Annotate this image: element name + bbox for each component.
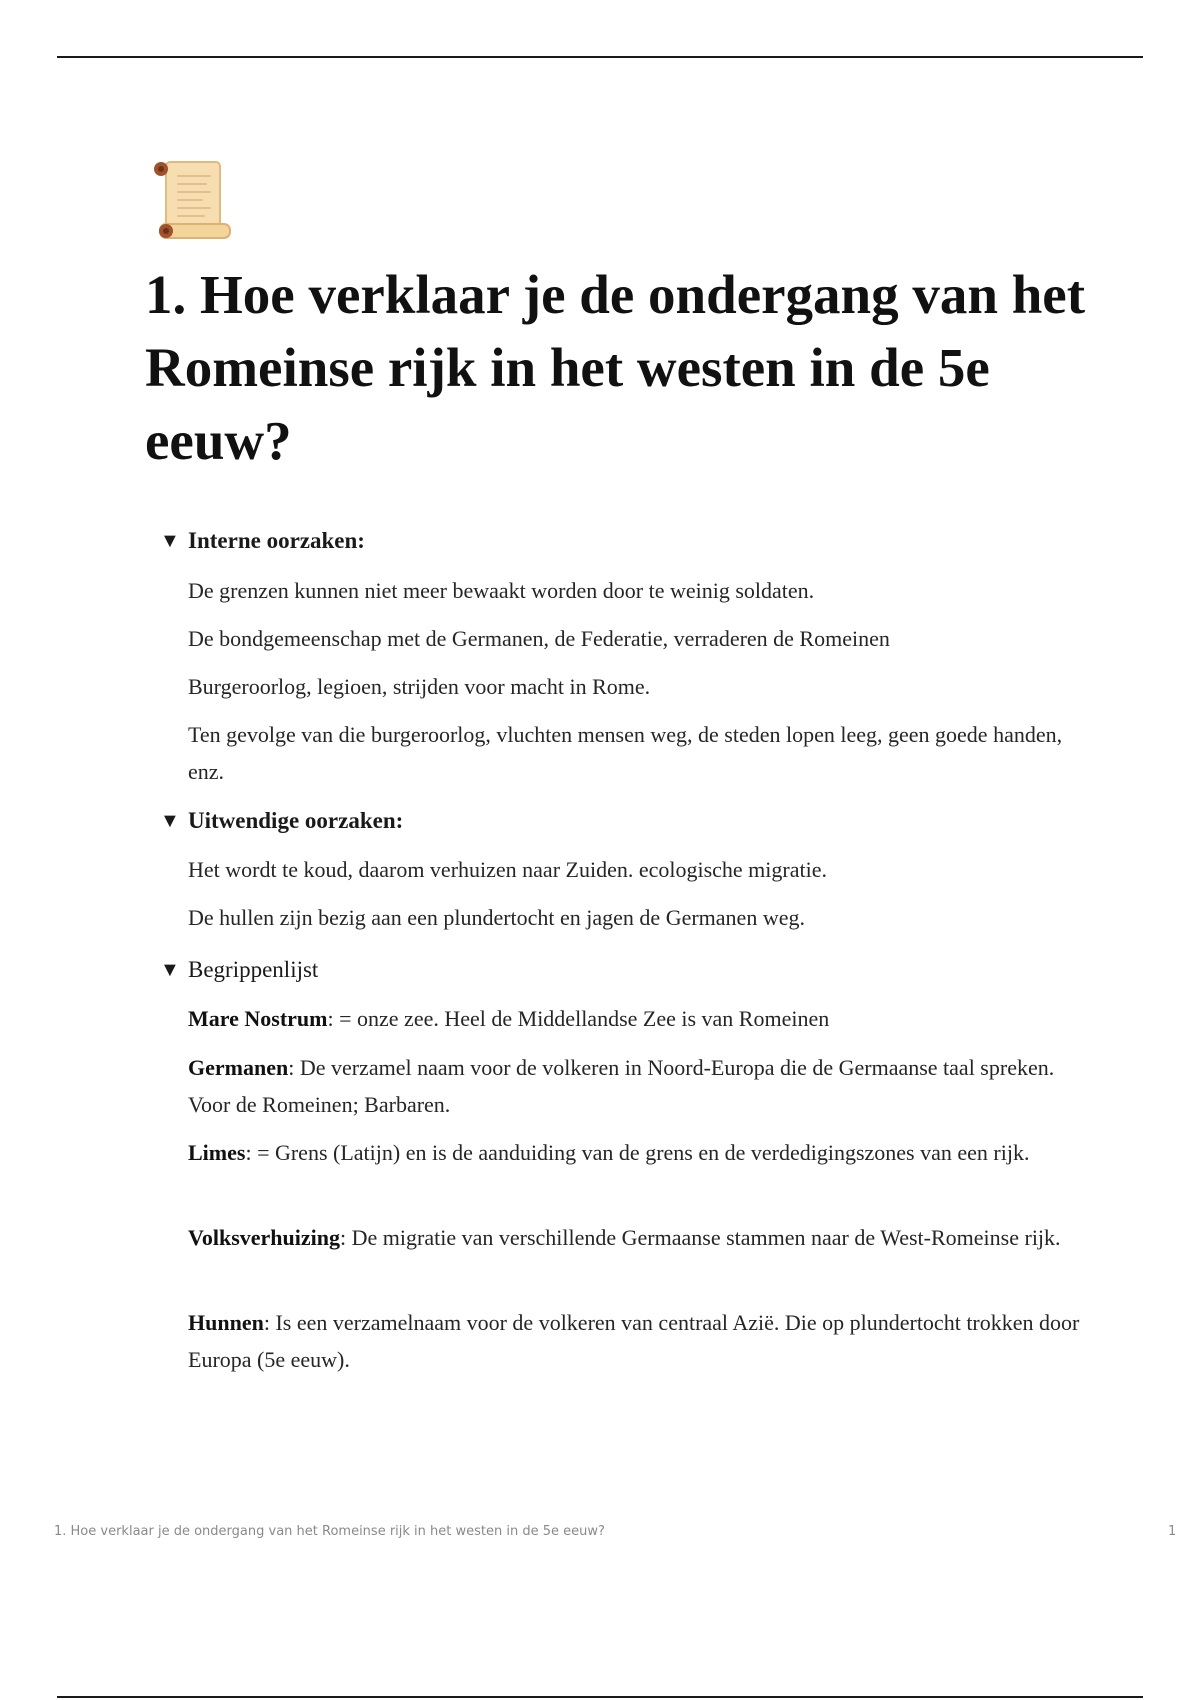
list-item: De bondgemeenschap met de Germanen, de Federatie, verraderen de Romeinen bbox=[188, 626, 890, 651]
toggle-triangle-icon: ▼ bbox=[160, 959, 180, 981]
term: Volksverhuizing bbox=[188, 1225, 341, 1250]
toggle-interne-oorzaken[interactable] bbox=[160, 526, 365, 556]
list-item: Het wordt te koud, daarom verhuizen naar Zuiden. ecologische migratie. bbox=[188, 857, 827, 882]
toggle-heading: Begrippenlijst bbox=[188, 957, 319, 982]
toggle-begrippenlijst[interactable] bbox=[160, 955, 318, 985]
list-item: Burgeroorlog, legioen, strijden voor macht in Rome. bbox=[188, 674, 651, 699]
toggle-heading: Uitwendige oorzaken: bbox=[188, 808, 404, 833]
definition: : Is een verzamelnaam voor de volkeren van centraal Azië. Die op plundertocht trokken door Europa (5e eeuw). bbox=[188, 1310, 1080, 1372]
definition: : = onze zee. Heel de Middellandse Zee is van Romeinen bbox=[327, 1006, 830, 1031]
top-rule bbox=[57, 56, 1143, 58]
list-item: De grenzen kunnen niet meer bewaakt worden door te weinig soldaten. bbox=[188, 578, 815, 603]
term-definition bbox=[188, 1304, 1088, 1378]
scroll-icon bbox=[146, 158, 234, 242]
term: Limes bbox=[188, 1140, 246, 1165]
term-definition bbox=[188, 1134, 1088, 1171]
page-number: 1 bbox=[1168, 1524, 1177, 1539]
term: Mare Nostrum bbox=[188, 1006, 328, 1031]
definition: : De verzamel naam voor de volkeren in Noord-Europa die de Germaanse taal spreken. Voor de Romeinen; Barbaren. bbox=[188, 1055, 1055, 1117]
term-definition bbox=[188, 1000, 1088, 1037]
page-title: 1. Hoe verklaar je de ondergang van het Romeinse rijk in het westen in de 5e eeuw? bbox=[145, 264, 1086, 471]
list-item: Ten gevolge van die burgeroorlog, vluchten mensen weg, de steden lopen leeg, geen goede handen, enz. bbox=[188, 722, 1063, 784]
definition: : = Grens (Latijn) en is de aanduiding van de grens en de verdedigingszones van een rijk. bbox=[245, 1140, 1030, 1165]
term-definition bbox=[188, 1219, 1088, 1256]
toggle-triangle-icon: ▼ bbox=[160, 810, 180, 832]
list-item: De hullen zijn bezig aan een plundertocht en jagen de Germanen weg. bbox=[188, 905, 805, 930]
toggle-uitwendige-oorzaken[interactable] bbox=[160, 806, 403, 836]
term: Germanen bbox=[188, 1055, 289, 1080]
bottom-rule bbox=[57, 1696, 1143, 1698]
toggle-heading: Interne oorzaken: bbox=[188, 528, 365, 553]
term: Hunnen bbox=[188, 1310, 264, 1335]
definition: : De migratie van verschillende Germaanse stammen naar de West-Romeinse rijk. bbox=[340, 1225, 1061, 1250]
toggle-triangle-icon: ▼ bbox=[160, 530, 180, 552]
footer-title: 1. Hoe verklaar je de ondergang van het Romeinse rijk in het westen in de 5e eeuw? bbox=[54, 1524, 605, 1539]
term-definition bbox=[188, 1049, 1088, 1123]
